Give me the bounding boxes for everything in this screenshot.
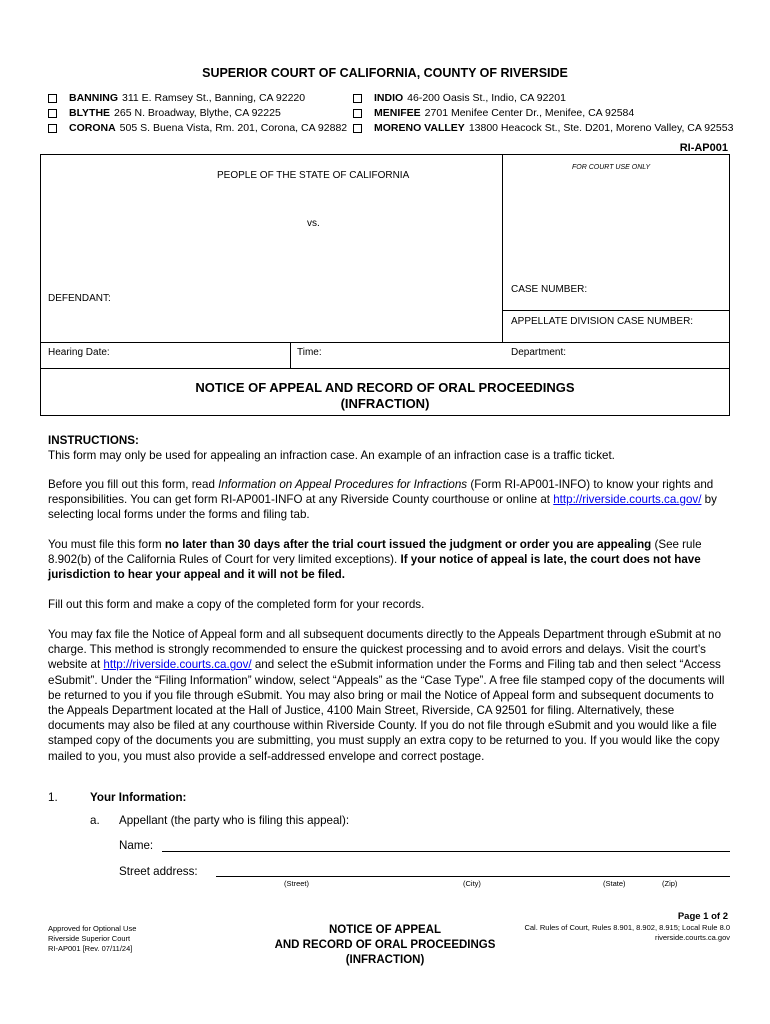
instructions-p1: This form may only be used for appealing an infraction case. An example of an infraction case is a traffic ticket. [48, 449, 615, 462]
checkbox-corona[interactable] [48, 124, 57, 133]
courts-link[interactable]: http://riverside.courts.ca.gov/ [103, 658, 252, 672]
location-menifee[interactable] [353, 106, 733, 121]
section-heading: Your Information: [90, 791, 187, 804]
street-address-label: Street address: [119, 865, 198, 878]
location-name: MORENO VALLEY [374, 122, 465, 134]
location-address: 13800 Heacock St., Ste. D201, Moreno Valley, CA 92553 [468, 122, 734, 134]
location-address: 311 E. Ramsey St., Banning, CA 92220 [122, 92, 306, 104]
vs-label: vs. [307, 218, 320, 229]
location-corona[interactable] [48, 121, 347, 136]
location-name: BLYTHE [69, 107, 111, 119]
location-name: BANNING [69, 92, 118, 104]
section-number: 1. [48, 791, 58, 804]
subsection-label: a. [90, 814, 100, 827]
location-address: 505 S. Buena Vista, Rm. 201, Corona, CA 92882 [119, 122, 348, 134]
location-address: 46-200 Oasis St., Indio, CA 92201 [407, 92, 566, 104]
page-number: Page 1 of 2 [677, 911, 728, 922]
court-title: SUPERIOR COURT OF CALIFORNIA, COUNTY OF RIVERSIDE [202, 66, 568, 80]
time-label: Time: [297, 347, 322, 358]
appellant-label: Appellant (the party who is filing this appeal): [119, 814, 350, 827]
name-field[interactable] [162, 851, 730, 852]
divider [502, 310, 730, 311]
courts-link[interactable]: http://riverside.courts.ca.gov/ [553, 493, 702, 507]
city-sublabel: (City) [463, 879, 481, 888]
instructions-p3: You must file this form no later than 30 days after the trial court issued the judgment or order you are appealing (See rule 8.902(b) of the California Rules of Court for very limited exceptions). If your notice of appeal is late, the court does not have jurisdiction to hear your appeal and it will not be filed. [48, 538, 702, 582]
location-name: INDIO [374, 92, 404, 104]
instructions-p5: You may fax file the Notice of Appeal form and all subsequent documents directly to the Appeals Department through eSubmit at no charge. This method is strongly recommended to ensure the quickest processing and to avoid errors and delays. Visit the court’s website at http://riverside.courts.ca.gov/ and select the eSubmit information under the Forms and Filing tab and then select “Access eSubmit”. Under the “Filing Information” window, select “Appeals” as the “Case Type”. A free file stamped copy of the documents will be returned to you if you file through eSubmit. You may also bring or mail the Notice of Appeal form and subsequent documents to the Appeals Department located at the Hall of Justice, 4100 Main Street, Riverside, CA 92501 for filing. Alternatively, these documents may also be filed at any courthouse within Riverside County. If you do not file through eSubmit and you would like a file stamped copy of the documents you are submitting, you must supply an extra copy to be returned to you. If you would like the copy mailed to you, you must also provide a self-addressed envelope and correct postage. [48, 628, 725, 763]
people-label: PEOPLE OF THE STATE OF CALIFORNIA [217, 170, 410, 181]
form-id: RI-AP001 [679, 142, 728, 154]
checkbox-indio[interactable] [353, 94, 362, 103]
appellate-case-number-label: APPELLATE DIVISION CASE NUMBER: [511, 316, 694, 327]
caption-box [40, 154, 730, 416]
location-indio[interactable] [353, 91, 733, 106]
street-address-field[interactable] [216, 876, 730, 877]
court-use-label: FOR COURT USE ONLY [572, 164, 651, 171]
form-title-line2: (INFRACTION) [340, 396, 430, 411]
footer-title: NOTICE OF APPEAL AND RECORD OF ORAL PROCEEDINGS (INFRACTION) [274, 924, 496, 966]
locations-left [48, 91, 347, 136]
divider [41, 342, 730, 343]
street-sublabel: (Street) [284, 879, 310, 888]
divider [290, 342, 291, 368]
rules-citation: Cal. Rules of Court, Rules 8.901, 8.902, 8.915; Local Rule 8.0 [524, 923, 730, 932]
hearing-date-label: Hearing Date: [48, 347, 110, 358]
instructions-p4: Fill out this form and make a copy of the completed form for your records. [48, 598, 425, 611]
location-moreno-valley[interactable] [353, 121, 733, 136]
instructions-p2: Before you fill out this form, read Information on Appeal Procedures for Infractions (Form RI-AP001-INFO) to know your rights and responsibilities. You can get form RI-AP001-INFO at any Riverside County courthouse or online at http://riverside.courts.ca.gov/ by selecting local forms under the forms and filing tab. [48, 478, 717, 522]
checkbox-blythe[interactable] [48, 109, 57, 118]
checkbox-banning[interactable] [48, 94, 57, 103]
location-blythe[interactable] [48, 106, 347, 121]
location-banning[interactable] [48, 91, 347, 106]
location-address: 2701 Menifee Center Dr., Menifee, CA 92584 [424, 107, 635, 119]
instructions-heading: INSTRUCTIONS: [48, 434, 139, 447]
website-note: riverside.courts.ca.gov [654, 933, 730, 942]
case-number-label: CASE NUMBER: [511, 284, 588, 295]
name-label: Name: [119, 839, 154, 852]
form-title-line1: NOTICE OF APPEAL AND RECORD OF ORAL PROCEEDINGS [195, 380, 575, 395]
locations-right [353, 91, 733, 136]
divider [502, 155, 503, 342]
form-title [40, 380, 730, 412]
department-label: Department: [511, 347, 567, 358]
divider [41, 368, 730, 369]
location-name: CORONA [69, 122, 116, 134]
location-address: 265 N. Broadway, Blythe, CA 92225 [114, 107, 281, 119]
zip-sublabel: (Zip) [662, 879, 678, 888]
checkbox-moreno-valley[interactable] [353, 124, 362, 133]
state-sublabel: (State) [603, 879, 626, 888]
approval-note: Approved for Optional Use Riverside Superior Court RI-AP001 [Rev. 07/11/24] [48, 924, 137, 953]
defendant-label: DEFENDANT: [48, 293, 111, 304]
location-name: MENIFEE [374, 107, 421, 119]
checkbox-menifee[interactable] [353, 109, 362, 118]
